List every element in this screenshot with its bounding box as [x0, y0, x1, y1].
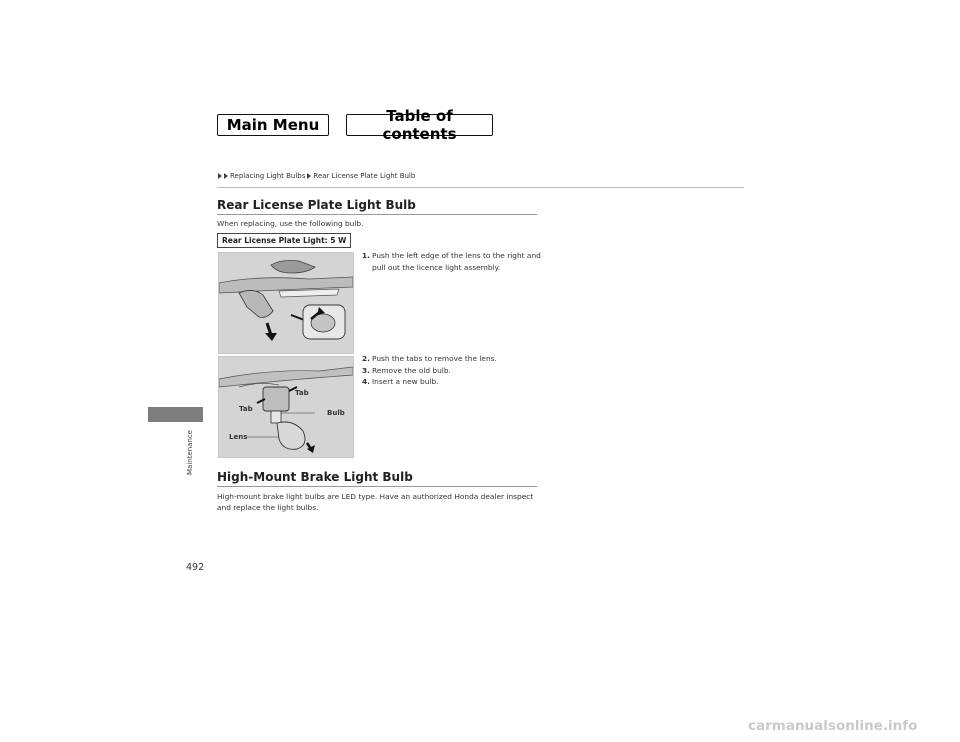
main-menu-button[interactable]: Main Menu — [217, 114, 329, 136]
header-divider — [217, 187, 744, 188]
table-of-contents-button[interactable]: Table of contents — [346, 114, 493, 136]
step-number: 3. — [362, 365, 370, 375]
page-number: 492 — [186, 562, 205, 573]
lens-bulb-illustration — [219, 357, 353, 457]
step-number: 4. — [362, 377, 370, 386]
step-text: Push the tabs to remove the lens. — [372, 354, 497, 363]
step-item — [362, 376, 542, 388]
breadcrumb-item-replacing-light-bulbs[interactable]: Replacing Light Bulbs — [230, 172, 306, 180]
label-tab-left: Tab — [239, 405, 253, 413]
figure-remove-lens — [218, 356, 354, 458]
breadcrumb-arrow-icon — [307, 173, 311, 179]
section-title-high-mount-brake: High-Mount Brake Light Bulb — [217, 470, 537, 487]
label-lens: Lens — [229, 433, 248, 441]
step-item — [362, 250, 542, 273]
step-text: Push the left edge of the lens to the right and pull out the licence light assembly. — [372, 251, 541, 272]
steps-part-2 — [362, 353, 542, 388]
step-number: 1. — [362, 251, 370, 260]
bulb-spec-box: Rear License Plate Light: 5 W — [217, 233, 351, 248]
chapter-side-tab[interactable] — [148, 407, 203, 422]
step-item — [362, 365, 542, 377]
breadcrumb-arrow-icon — [218, 173, 222, 179]
section-title-rear-license-plate: Rear License Plate Light Bulb — [217, 198, 537, 215]
step-text: Insert a new bulb. — [372, 377, 439, 386]
license-light-illustration — [219, 253, 353, 353]
watermark: carmanualsonline.info — [748, 718, 918, 734]
breadcrumb — [218, 172, 415, 180]
figure-remove-light-assembly — [218, 252, 354, 354]
step-text: Remove the old bulb. — [372, 365, 451, 375]
high-mount-text: High-mount brake light bulbs are LED type. Have an authorized Honda dealer inspect and replace the light bulbs. — [217, 492, 534, 512]
chapter-side-label: Maintenance — [186, 429, 194, 475]
label-bulb: Bulb — [327, 409, 345, 417]
label-tab-right: Tab — [295, 389, 309, 397]
intro-text: When replacing, use the following bulb. — [217, 219, 364, 228]
steps-part-1 — [362, 250, 542, 273]
breadcrumb-item-rear-license-plate[interactable]: Rear License Plate Light Bulb — [313, 172, 416, 180]
step-item — [362, 353, 542, 365]
breadcrumb-arrow-icon — [224, 173, 228, 179]
step-number: 2. — [362, 354, 370, 363]
